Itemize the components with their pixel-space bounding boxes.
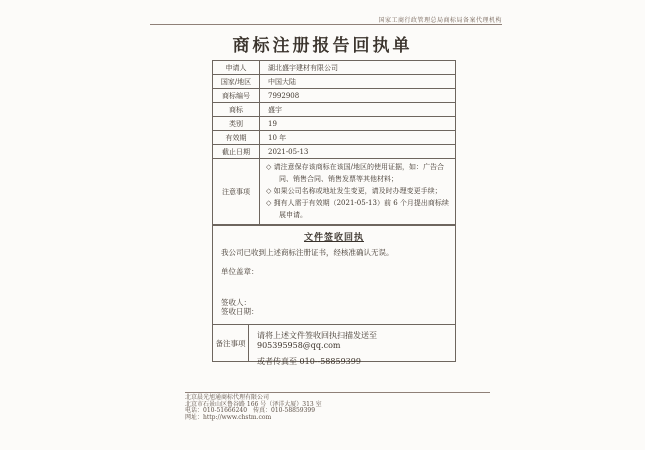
- receipt-main-area: [213, 226, 455, 324]
- row-value: 7992908: [260, 89, 456, 103]
- remark-label: 备注事项: [213, 325, 249, 361]
- signer-label: 签收人：: [221, 298, 251, 307]
- note-item: ◇ 请注意保存该商标在该国/地区的使用证据，如：广告合同、销售合同、销售发票等其他材料；: [266, 163, 444, 183]
- footer-phone-fax: 电话：010-51666240 传真：010-58859399: [185, 407, 316, 415]
- row-value: 湖北盛宇建材有限公司: [260, 61, 456, 75]
- row-label: 商标: [213, 103, 260, 117]
- footer-company: 北京晨光旭通商标代理有限公司: [185, 394, 270, 401]
- table-row: [213, 103, 456, 117]
- row-label: 商标编号: [213, 89, 260, 103]
- table-row: [213, 75, 456, 89]
- row-value: 中国大陆: [260, 75, 456, 89]
- row-value: 2021-05-13: [260, 145, 456, 159]
- table-row: [213, 145, 456, 159]
- receipt-box: [212, 225, 456, 366]
- note-item: ◇ 如果公司名称或地址发生变更，请及时办理变更手续；: [266, 186, 442, 195]
- row-label: 有效期: [213, 131, 260, 145]
- receipt-title: 文件签收回执: [303, 233, 364, 243]
- footer: [185, 395, 490, 421]
- row-label: 申请人: [213, 61, 260, 75]
- seal-label: 单位盖章：: [221, 267, 259, 276]
- table-row: [213, 117, 456, 131]
- trademark-info-table: [212, 60, 456, 225]
- table-row: [213, 89, 456, 103]
- sign-date-label: 签收日期：: [221, 307, 259, 316]
- notes-cell: [260, 159, 456, 225]
- footer-address: 北京市石景山区鲁谷路 166 号（泽洋大厦）313 室: [185, 400, 322, 408]
- remark-row: [213, 324, 455, 366]
- table-row: [213, 61, 456, 75]
- agency-note: 国家工商行政管理总局商标局备案代理机构: [378, 17, 502, 24]
- remark-content: [249, 325, 455, 366]
- table-row: [213, 131, 456, 145]
- page-title: 商标注册报告回执单: [232, 36, 413, 56]
- remark-line2: 或者传真至 010--58859399: [257, 357, 361, 366]
- row-value: 19: [260, 117, 456, 131]
- receipt-confirm-text: 我公司已收到上述商标注册证书，经核准确认无误。: [221, 248, 394, 257]
- row-value: 盛宇: [260, 103, 456, 117]
- header-divider: [150, 24, 502, 25]
- footer-divider: [185, 392, 490, 393]
- row-label: 国家/地区: [213, 75, 260, 89]
- table-row-notes: [213, 159, 456, 225]
- footer-website: 网址：http://www.chstm.com: [185, 413, 272, 421]
- note-item: ◇ 拥有人需于有效期（2021-05-13）前 6 个月提出商标续展申请。: [266, 198, 449, 219]
- row-label: 类别: [213, 117, 260, 131]
- notes-label: 注意事项: [213, 159, 260, 225]
- row-label: 截止日期: [213, 145, 260, 159]
- remark-line1: 请将上述文件签收回执扫描发送至 905395958@qq.com: [257, 331, 377, 350]
- row-value: 10 年: [260, 131, 456, 145]
